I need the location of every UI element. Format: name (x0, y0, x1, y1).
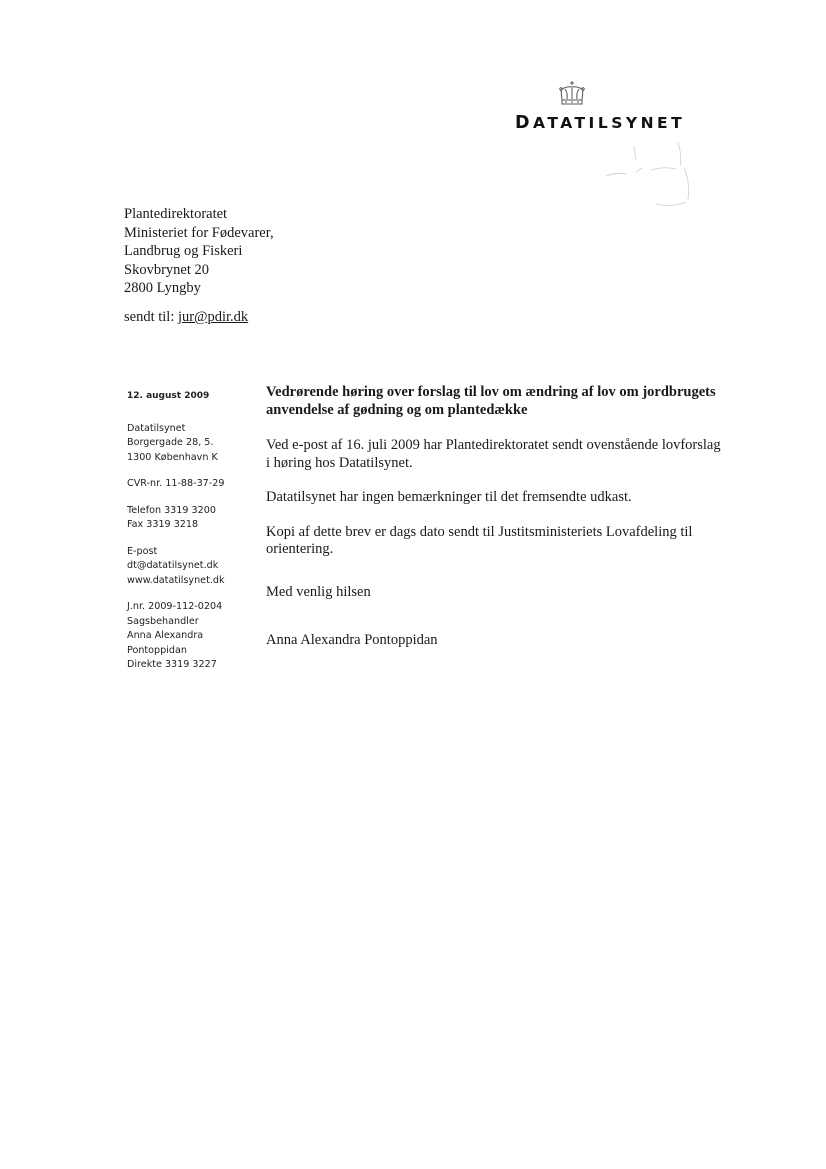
recipient-line: Ministeriet for Fødevarer, (124, 224, 274, 241)
recipient-line: 2800 Lyngby (124, 280, 201, 296)
sender-info-column (127, 389, 257, 685)
sender-address: Datatilsynet Borgergade 28, 5. 1300 København K (127, 422, 218, 463)
case-info: J.nr. 2009-112-0204 Sagsbehandler Anna Alexandra Pontoppidan Direkte 3319 3227 (127, 601, 223, 670)
recipient-line: Plantedirektoratet (124, 206, 228, 222)
cvr-number: CVR-nr. 11-88-37-29 (127, 478, 225, 489)
body-paragraph: Ved e-post af 16. juli 2009 har Plantedirektoratet sendt ovenstående lovforslag i høring hos Datatilsynet. (266, 437, 721, 471)
letter-date: 12. august 2009 (127, 391, 210, 401)
phone-numbers: Telefon 3319 3200 Fax 3319 3218 (127, 504, 216, 530)
letter-body (266, 383, 726, 667)
recipient-address (124, 205, 274, 298)
recipient-line: Skovbrynet 20 (124, 261, 209, 278)
letterhead-logo (510, 80, 720, 132)
letter-subject: Vedrørende høring over forslag til lov om ændring af lov om jordbrugets anvendelse af gødning og om plantedække (266, 384, 716, 418)
body-paragraph: Datatilsynet har ingen bemærkninger til det fremsendte udkast. (266, 489, 632, 505)
contact-info: E-post dt@datatilsynet.dk www.datatilsynet.dk (127, 545, 257, 589)
sent-to (124, 309, 248, 326)
signature-name: Anna Alexandra Pontoppidan (266, 632, 438, 648)
crown-icon (558, 80, 586, 106)
faint-stamp-mark (596, 138, 706, 213)
brand-name: DATATILSYNET (515, 113, 686, 133)
body-paragraph: Kopi af dette brev er dags dato sendt til Justitsministeriets Lovafdeling til orientering. (266, 523, 693, 557)
closing-salutation: Med venlig hilsen (266, 583, 371, 600)
website-link[interactable]: www.datatilsynet.dk (127, 574, 225, 586)
sent-to-email-link[interactable]: jur@pdir.dk (177, 309, 249, 325)
recipient-line: Landbrug og Fiskeri (124, 243, 243, 259)
sent-to-label: sendt til: (124, 309, 178, 325)
email-link[interactable]: dt@datatilsynet.dk (127, 560, 219, 571)
